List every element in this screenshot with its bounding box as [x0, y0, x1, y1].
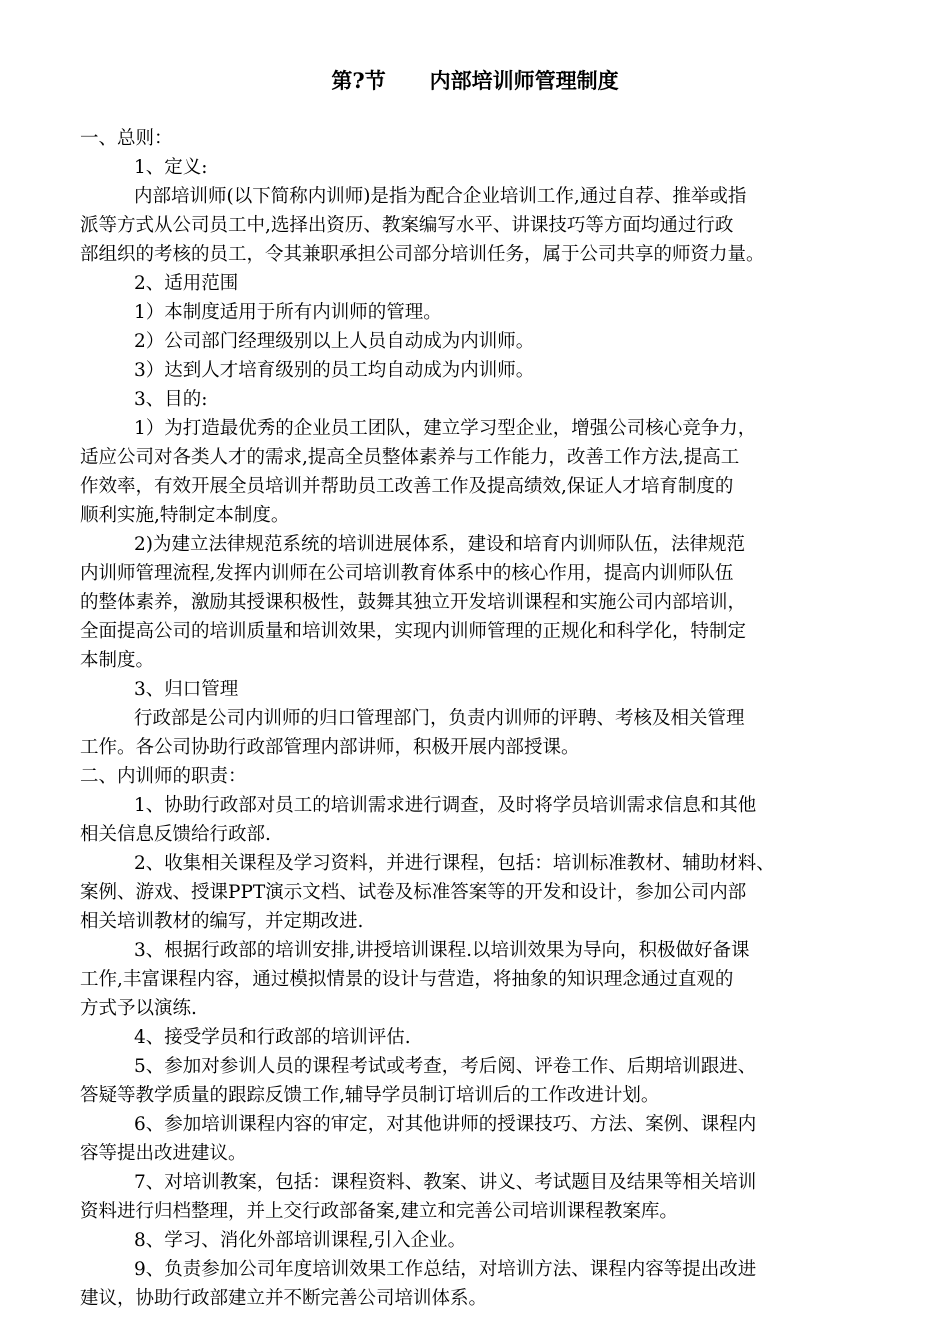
text-line: 5、参加对参训人员的课程考试或考查，考后阅、评卷工作、后期培训跟进、 [134, 1056, 757, 1077]
text-line: 3、目的: [134, 389, 208, 410]
text-line: 1、协助行政部对员工的培训需求进行调查，及时将学员培训需求信息和其他 [134, 795, 757, 816]
text-line: 资料进行归档整理，并上交行政部备案,建立和完善公司培训课程教案库。 [80, 1201, 678, 1222]
text-line: 7、对培训教案，包括：课程资料、教案、讲义、考试题目及结果等相关培训 [134, 1172, 757, 1193]
text-line: 工作,丰富课程内容，通过模拟情景的设计与营造，将抽象的知识理念通过直观的 [80, 969, 734, 990]
document-title: 第?节 内部培训师管理制度 [331, 68, 619, 93]
text-line: 9、负责参加公司年度培训效果工作总结，对培训方法、课程内容等提出改进 [134, 1259, 757, 1280]
text-line: 二、内训师的职责： [80, 766, 247, 787]
text-line: 答疑等教学质量的跟踪反馈工作,辅导学员制订培训后的工作改进计划。 [80, 1085, 660, 1106]
document-body [80, 124, 892, 1313]
text-line: 相关培训教材的编写，并定期改进. [80, 911, 364, 932]
text-line: 4、接受学员和行政部的培训评估. [134, 1027, 411, 1048]
text-line: 3）达到人才培育级别的员工均自动成为内训师。 [134, 360, 535, 381]
text-line: 案例、游戏、授课PPT演示文档、试卷及标准答案等的开发和设计，参加公司内部 [80, 882, 747, 903]
text-line: 1）为打造最优秀的企业员工团队，建立学习型企业，增强公司核心竞争力， [134, 418, 757, 439]
text-line: 行政部是公司内训师的归口管理部门，负责内训师的评聘、考核及相关管理 [134, 708, 745, 729]
text-line: 本制度。 [80, 650, 155, 671]
text-line: 派等方式从公司员工中,选择出资历、教案编写水平、讲课技巧等方面均通过行政 [80, 215, 734, 236]
text-line: 1）本制度适用于所有内训师的管理。 [134, 302, 442, 323]
text-line: 适应公司对各类人才的需求,提高全员整体素养与工作能力，改善工作方法,提高工 [80, 447, 740, 468]
text-line: 部组织的考核的员工，令其兼职承担公司部分培训任务，属于公司共享的师资力量。 [80, 244, 765, 265]
text-line: 建议，协助行政部建立并不断完善公司培训体系。 [80, 1288, 488, 1309]
text-line: 1、定义: [134, 157, 208, 178]
text-line: 一、总则： [80, 128, 173, 149]
text-line: 容等提出改进建议。 [80, 1143, 247, 1164]
text-line: 2)为建立法律规范系统的培训进展体系，建设和培育内训师队伍，法律规范 [134, 534, 745, 555]
text-line: 2、适用范围 [134, 273, 239, 294]
text-line: 顺利实施,特制定本制度。 [80, 505, 290, 526]
text-line: 3、根据行政部的培训安排,讲授培训课程.以培训效果为导向，积极做好备课 [134, 940, 750, 961]
text-line: 相关信息反馈给行政部. [80, 824, 271, 845]
text-line: 2）公司部门经理级别以上人员自动成为内训师。 [134, 331, 535, 352]
text-line: 3、归口管理 [134, 679, 239, 700]
text-line: 工作。各公司协助行政部管理内部讲师，积极开展内部授课。 [80, 737, 580, 758]
text-line: 内部培训师(以下简称内训师)是指为配合企业培训工作,通过自荐、推举或指 [134, 186, 747, 207]
text-line: 方式予以演练. [80, 998, 197, 1019]
text-line: 内训师管理流程,发挥内训师在公司培训教育体系中的核心作用，提高内训师队伍 [80, 563, 734, 584]
text-line: 6、参加培训课程内容的审定，对其他讲师的授课技巧、方法、案例、课程内 [134, 1114, 757, 1135]
text-line: 全面提高公司的培训质量和培训效果，实现内训师管理的正规化和科学化，特制定 [80, 621, 747, 642]
text-line: 8、学习、消化外部培训课程,引入企业。 [134, 1230, 467, 1251]
text-line: 的整体素养，激励其授课积极性，鼓舞其独立开发培训课程和实施公司内部培训， [80, 592, 747, 613]
text-line: 2、收集相关课程及学习资料，并进行课程，包括：培训标准教材、辅助材料、 [134, 853, 775, 874]
text-line: 作效率，有效开展全员培训并帮助员工改善工作及提高绩效,保证人才培育制度的 [80, 476, 734, 497]
